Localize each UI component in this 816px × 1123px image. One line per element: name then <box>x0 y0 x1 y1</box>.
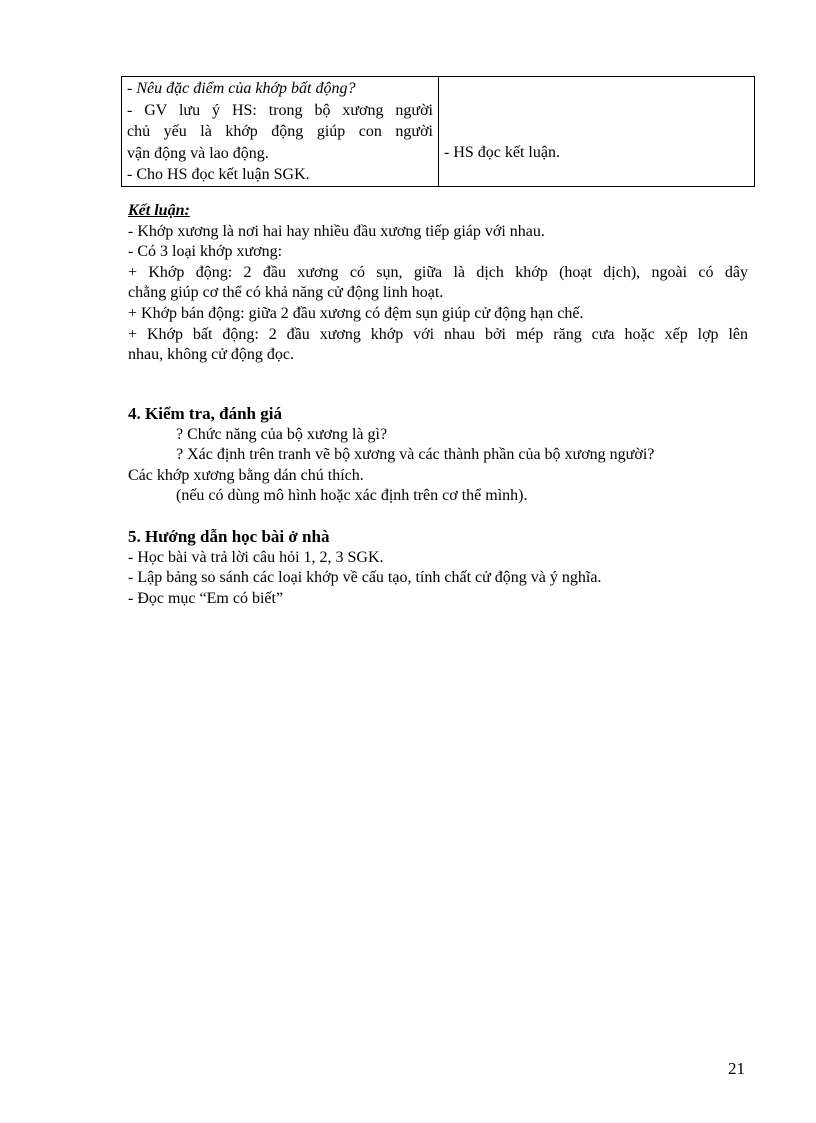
conclusion-line: - Có 3 loại khớp xương: <box>128 243 283 261</box>
assessment-line: (nếu có dùng mô hình hoặc xác định trên cơ thể mình). <box>176 487 528 505</box>
table-right-text: - HS đọc kết luận. <box>444 143 560 161</box>
conclusion-heading: Kết luận: <box>128 202 190 219</box>
homework-line: - Học bài và trả lời câu hỏi 1, 2, 3 SGK. <box>128 548 384 566</box>
activity-table <box>121 76 755 187</box>
page-number: 21 <box>728 1059 745 1078</box>
table-left-line: - Cho HS đọc kết luận SGK. <box>127 166 310 183</box>
conclusion-line: - Khớp xương là nơi hai hay nhiều đầu xương tiếp giáp với nhau. <box>128 222 545 240</box>
assessment-heading: 4. Kiểm tra, đánh giá <box>128 404 282 423</box>
conclusion-line: chằng giúp cơ thể có khả năng cử động linh hoạt. <box>128 284 444 302</box>
conclusion-line: + Khớp động: 2 đầu xương có sụn, giữa là dịch khớp (hoạt dịch), ngoài có dây <box>128 263 748 281</box>
homework-line: - Lập bảng so sánh các loại khớp về cấu tạo, tính chất cử động và ý nghĩa. <box>128 569 602 587</box>
assessment-line: ? Xác định trên tranh vẽ bộ xương và các thành phần của bộ xương người? <box>176 446 655 464</box>
homework-heading: 5. Hướng dẫn học bài ở nhà <box>128 527 330 546</box>
homework-line: - Đọc mục “Em có biết” <box>128 589 284 607</box>
homework-section <box>128 527 748 609</box>
assessment-line: ? Chức năng của bộ xương là gì? <box>176 425 388 443</box>
table-left-line: - Nêu đặc điểm của khớp bất động? <box>127 80 356 97</box>
table-left-line: vận động và lao động. <box>127 144 269 162</box>
table-left-line: chủ yếu là khớp động giúp con người <box>127 123 433 140</box>
conclusion-line: + Khớp bán động: giữa 2 đầu xương có đệm sụn giúp cử động hạn chế. <box>128 304 584 322</box>
conclusion-section <box>128 201 748 366</box>
teacher-activity-cell <box>122 77 439 187</box>
conclusion-line: nhau, không cử động đọc. <box>128 346 294 364</box>
assessment-line: Các khớp xương bằng dán chú thích. <box>128 466 364 484</box>
conclusion-line: + Khớp bất động: 2 đầu xương khớp với nhau bởi mép răng cưa hoặc xếp lợp lên <box>128 325 748 343</box>
assessment-section <box>128 404 748 507</box>
table-row <box>122 77 755 187</box>
table-left-line: - GV lưu ý HS: trong bộ xương người <box>127 101 433 119</box>
student-activity-cell <box>439 77 755 187</box>
